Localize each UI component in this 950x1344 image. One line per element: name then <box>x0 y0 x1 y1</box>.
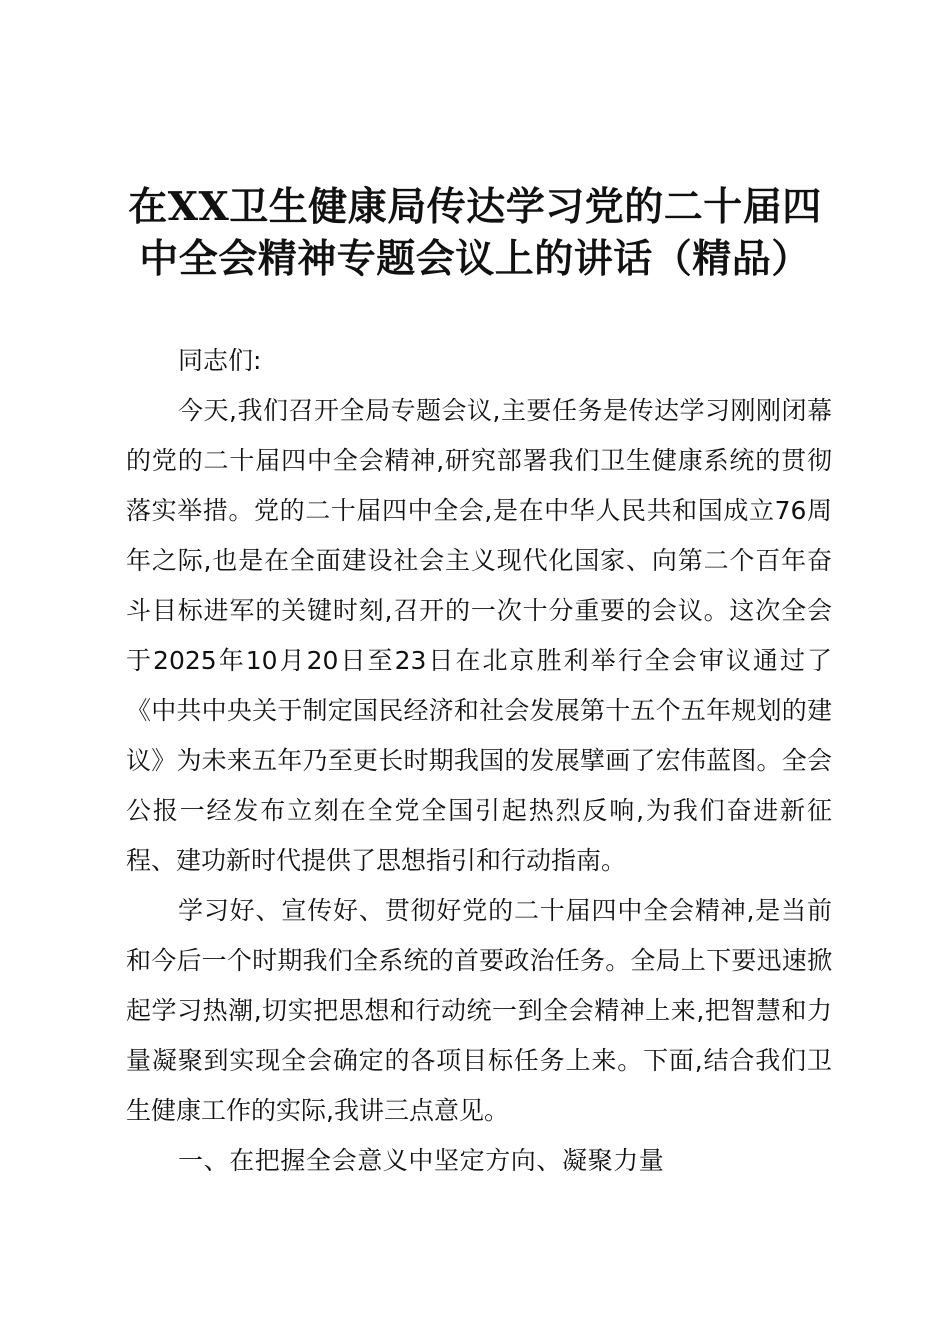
salutation: 同志们: <box>178 346 262 375</box>
document-body <box>126 336 832 1186</box>
section-heading-1: 一、在把握全会意义中坚定方向、凝聚力量 <box>178 1146 665 1175</box>
document-title: 在XX卫生健康局传达学习党的二十届四中全会精神专题会议上的讲话（精品） <box>128 184 822 282</box>
body-paragraph-2: 学习好、宣传好、贯彻好党的二十届四中全会精神,是当前和今后一个时期我们全系统的首要政治任务。全局上下要迅速掀起学习热潮,切实把思想和行动统一到全会精神上来,把智慧和力量凝聚到实现全会确定的各项目标任务上来。下面,结合我们卫生健康工作的实际,我讲三点意见。 <box>126 896 832 1125</box>
body-paragraph-1: 今天,我们召开全局专题会议,主要任务是传达学习刚刚闭幕的党的二十届四中全会精神,研究部署我们卫生健康系统的贯彻落实举措。党的二十届四中全会,是在中华人民共和国成立76周年之际,也是在全面建设社会主义现代化国家、向第二个百年奋斗目标进军的关键时刻,召开的一次十分重要的会议。这次全会于2025年10月20日至23日在北京胜利举行全会审议通过了《中共中央关于制定国民经济和社会发展第十五个五年规划的建议》为未来五年乃至更长时期我国的发展擘画了宏伟蓝图。全会公报一经发布立刻在全党全国引起热烈反响,为我们奋进新征程、建功新时代提供了思想指引和行动指南。 <box>126 396 832 875</box>
